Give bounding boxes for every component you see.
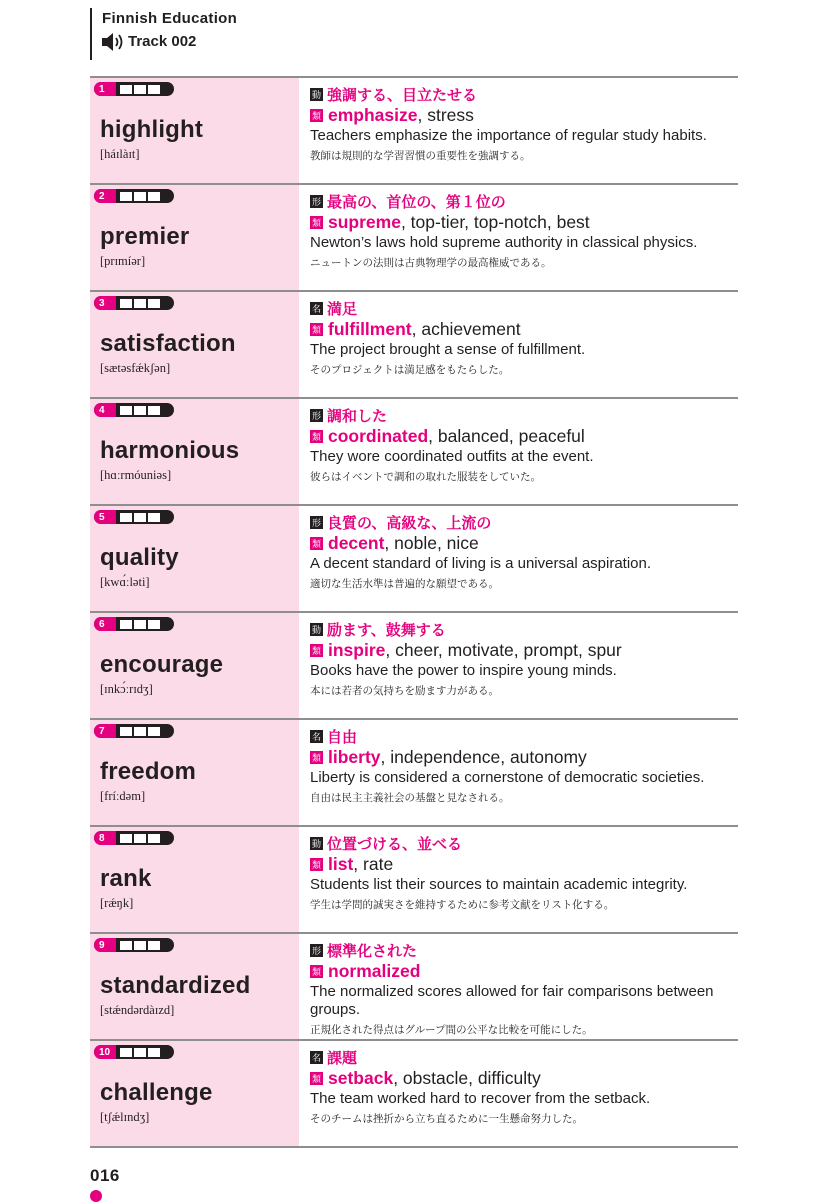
synonym-mark: 類	[311, 538, 321, 549]
japanese-meaning: 調和した	[327, 407, 388, 425]
entry-badge	[94, 831, 174, 845]
vocab-entry	[90, 183, 738, 290]
synonym-mark: 類	[311, 752, 321, 763]
pronunciation: [háɪlàɪt]	[100, 147, 140, 161]
checkbox[interactable]	[148, 85, 160, 94]
checkbox[interactable]	[148, 513, 160, 522]
part-of-speech-mark: 形	[311, 517, 321, 528]
example-sentence: Students list their sources to maintain academic integrity.	[310, 876, 688, 893]
main-synonym: supreme	[328, 211, 401, 232]
other-synonyms: , independence, autonomy	[380, 746, 587, 767]
checkbox[interactable]	[120, 85, 132, 94]
entry-badge	[94, 403, 174, 417]
definition-panel	[299, 613, 738, 718]
headword: standardized	[100, 972, 251, 999]
headword: challenge	[100, 1079, 213, 1106]
checkbox[interactable]	[134, 834, 146, 843]
part-of-speech-mark: 動	[311, 89, 321, 100]
headword: freedom	[100, 758, 197, 785]
checkbox[interactable]	[148, 941, 160, 950]
word-panel	[90, 292, 299, 397]
vocab-entry	[90, 504, 738, 611]
check-boxes	[120, 727, 160, 736]
example-sentence: A decent standard of living is a universal aspiration.	[310, 555, 652, 572]
definition-panel	[299, 78, 738, 183]
checkbox[interactable]	[120, 192, 132, 201]
entry-number: 7	[94, 724, 116, 738]
japanese-meaning: 励ます、鼓舞する	[327, 621, 446, 639]
page-number: 016	[90, 1166, 120, 1185]
main-synonym: setback	[328, 1067, 394, 1088]
main-synonym: emphasize	[328, 104, 418, 125]
checkbox[interactable]	[148, 192, 160, 201]
other-synonyms: , noble, nice	[384, 532, 479, 553]
headword: highlight	[100, 116, 204, 143]
definition-panel	[299, 292, 738, 397]
definition-panel	[299, 506, 738, 611]
vocab-entry	[90, 397, 738, 504]
main-synonym: decent	[328, 532, 385, 553]
checkbox[interactable]	[120, 941, 132, 950]
pronunciation: [prɪmíər]	[100, 254, 146, 268]
synonym-mark: 類	[311, 859, 321, 870]
definition-panel	[299, 185, 738, 290]
check-boxes	[120, 406, 160, 415]
checkbox[interactable]	[120, 834, 132, 843]
example-sentence: Books have the power to inspire young minds.	[310, 662, 617, 679]
part-of-speech-mark: 形	[311, 945, 321, 956]
example-translation: 自由は民主主義社会の基盤と見なされる。	[310, 792, 510, 804]
check-boxes	[120, 299, 160, 308]
entry-badge	[94, 189, 174, 203]
other-synonyms: , cheer, motivate, prompt, spur	[385, 639, 622, 660]
entry-badge	[94, 1045, 174, 1059]
entry-badge	[94, 938, 174, 952]
example-sentence: Teachers emphasize the importance of regular study habits.	[310, 127, 707, 144]
checkbox[interactable]	[134, 727, 146, 736]
entry-number: 1	[94, 82, 116, 96]
word-panel	[90, 1041, 299, 1146]
japanese-meaning: 標準化された	[327, 942, 418, 960]
example-sentence: They wore coordinated outfits at the event.	[310, 448, 594, 465]
part-of-speech-mark: 動	[311, 838, 321, 849]
synonym-mark: 類	[311, 324, 321, 335]
word-panel	[90, 613, 299, 718]
main-synonym: coordinated	[328, 425, 429, 446]
example-translation: 教師は規則的な学習習慣の重要性を強調する。	[310, 150, 531, 162]
synonym-mark: 類	[311, 110, 321, 121]
main-synonym: liberty	[328, 746, 381, 767]
headword: harmonious	[100, 437, 240, 464]
checkbox[interactable]	[148, 834, 160, 843]
main-synonym: fulfillment	[328, 318, 412, 339]
page-header	[90, 8, 237, 60]
word-panel	[90, 506, 299, 611]
checkbox[interactable]	[148, 727, 160, 736]
japanese-meaning: 満足	[327, 300, 358, 318]
word-panel	[90, 934, 299, 1039]
checkbox[interactable]	[148, 620, 160, 629]
checkbox[interactable]	[120, 513, 132, 522]
definition-panel	[299, 934, 738, 1039]
check-boxes	[120, 620, 160, 629]
vocab-entry	[90, 1039, 738, 1148]
entry-number: 5	[94, 510, 116, 524]
word-panel	[90, 399, 299, 504]
checkbox[interactable]	[134, 192, 146, 201]
entry-badge	[94, 82, 174, 96]
pronunciation: [hɑːrmóuniəs]	[100, 468, 172, 482]
check-boxes	[120, 85, 160, 94]
check-boxes	[120, 513, 160, 522]
audio-track[interactable]	[102, 30, 237, 54]
pronunciation: [kwɑ́ːləti]	[100, 575, 150, 589]
part-of-speech-mark: 形	[311, 410, 321, 421]
synonym-mark: 類	[311, 1073, 321, 1084]
other-synonyms: , achievement	[411, 318, 521, 339]
entry-number: 6	[94, 617, 116, 631]
example-translation: 彼らはイベントで調和の取れた服装をしていた。	[310, 471, 541, 483]
vocab-entry	[90, 718, 738, 825]
example-translation: そのチームは挫折から立ち直るために一生懸命努力した。	[310, 1113, 583, 1125]
checkbox[interactable]	[134, 85, 146, 94]
pronunciation: [stǽndərdàɪzd]	[100, 1003, 175, 1017]
pronunciation: [ɪnkɔ́ːrɪdʒ]	[100, 682, 153, 696]
vocab-entry	[90, 290, 738, 397]
vocab-entry	[90, 825, 738, 932]
entry-number: 2	[94, 189, 116, 203]
track-label: Track 002	[128, 33, 197, 50]
part-of-speech-mark: 名	[311, 1052, 321, 1063]
pronunciation: [tʃǽlɪndʒ]	[100, 1110, 150, 1124]
checkbox[interactable]	[134, 299, 146, 308]
definition-panel	[299, 1041, 738, 1146]
japanese-meaning: 最高の、首位の、第１位の	[327, 193, 506, 211]
checkbox[interactable]	[134, 406, 146, 415]
entry-badge	[94, 510, 174, 524]
checkbox[interactable]	[120, 1048, 132, 1057]
other-synonyms: , stress	[417, 104, 474, 125]
example-sentence: The project brought a sense of fulfillment.	[310, 341, 586, 358]
checkbox[interactable]	[134, 941, 146, 950]
main-synonym: inspire	[328, 639, 386, 660]
example-translation: 学生は学問的誠実さを維持するために参考文献をリスト化する。	[310, 899, 615, 911]
check-boxes	[120, 834, 160, 843]
checkbox[interactable]	[148, 406, 160, 415]
headword: encourage	[100, 651, 224, 678]
entry-number: 4	[94, 403, 116, 417]
part-of-speech-mark: 名	[311, 303, 321, 314]
part-of-speech-mark: 形	[311, 196, 321, 207]
other-synonyms: , rate	[353, 853, 394, 874]
synonym-mark: 類	[311, 966, 321, 977]
example-translation: 正規化された得点はグループ間の公平な比較を可能にした。	[310, 1024, 593, 1036]
word-panel	[90, 78, 299, 183]
entry-number: 8	[94, 831, 116, 845]
checkbox[interactable]	[120, 299, 132, 308]
example-sentence: Liberty is considered a cornerstone of democratic societies.	[310, 769, 705, 786]
pronunciation: [sætəsfǽkʃən]	[100, 361, 171, 375]
japanese-meaning: 良質の、高級な、上流の	[327, 514, 492, 532]
vocabulary-list	[90, 76, 738, 1148]
main-synonym: list	[328, 853, 354, 874]
check-boxes	[120, 1048, 160, 1057]
example-translation: 適切な生活水準は普遍的な願望である。	[310, 578, 499, 590]
japanese-meaning: 強調する、目立たせる	[327, 86, 478, 104]
headword: premier	[100, 223, 190, 250]
other-synonyms: , balanced, peaceful	[428, 425, 585, 446]
pronunciation: [rǽŋk]	[100, 896, 134, 910]
pronunciation: [fríːdəm]	[100, 789, 146, 803]
japanese-meaning: 課題	[327, 1049, 358, 1067]
example-sentence: The team worked hard to recover from the setback.	[310, 1090, 651, 1107]
synonym-mark: 類	[311, 431, 321, 442]
checkbox[interactable]	[120, 406, 132, 415]
entry-number: 9	[94, 938, 116, 952]
speaker-icon	[102, 33, 124, 51]
example-translation: ニュートンの法則は古典物理学の最高権威である。	[310, 257, 552, 269]
example-sentence: The normalized scores allowed for fair comparisons between groups.	[310, 983, 714, 1018]
checkbox[interactable]	[134, 513, 146, 522]
part-of-speech-mark: 動	[311, 624, 321, 635]
other-synonyms: , top-tier, top-notch, best	[400, 211, 590, 232]
word-panel	[90, 185, 299, 290]
checkbox[interactable]	[134, 620, 146, 629]
other-synonyms: , obstacle, difficulty	[393, 1067, 541, 1088]
vocab-entry	[90, 76, 738, 183]
entry-number: 10	[94, 1045, 116, 1059]
checkbox[interactable]	[134, 1048, 146, 1057]
section-title: Finnish Education	[102, 10, 238, 27]
check-boxes	[120, 941, 160, 950]
example-sentence: Newton’s laws hold supreme authority in classical physics.	[310, 234, 698, 251]
vocab-entry	[90, 932, 738, 1039]
word-panel	[90, 827, 299, 932]
synonym-mark: 類	[311, 217, 321, 228]
definition-panel	[299, 827, 738, 932]
checkbox[interactable]	[148, 299, 160, 308]
headword: rank	[100, 865, 152, 892]
example-translation: そのプロジェクトは満足感をもたらした。	[310, 364, 510, 376]
checkbox[interactable]	[120, 727, 132, 736]
page-dot	[90, 1190, 102, 1202]
japanese-meaning: 位置づける、並べる	[327, 835, 463, 853]
part-of-speech-mark: 名	[311, 731, 321, 742]
entry-badge	[94, 617, 174, 631]
definition-panel	[299, 399, 738, 504]
word-panel	[90, 720, 299, 825]
headword: quality	[100, 544, 179, 571]
entry-badge	[94, 724, 174, 738]
main-synonym: normalized	[328, 960, 421, 981]
vocab-entry	[90, 611, 738, 718]
checkbox[interactable]	[120, 620, 132, 629]
entry-badge	[94, 296, 174, 310]
synonym-mark: 類	[311, 645, 321, 656]
example-translation: 本には若者の気持ちを励ます力がある。	[310, 685, 499, 697]
headword: satisfaction	[100, 330, 236, 357]
check-boxes	[120, 192, 160, 201]
japanese-meaning: 自由	[327, 728, 358, 746]
definition-panel	[299, 720, 738, 825]
checkbox[interactable]	[148, 1048, 160, 1057]
entry-number: 3	[94, 296, 116, 310]
